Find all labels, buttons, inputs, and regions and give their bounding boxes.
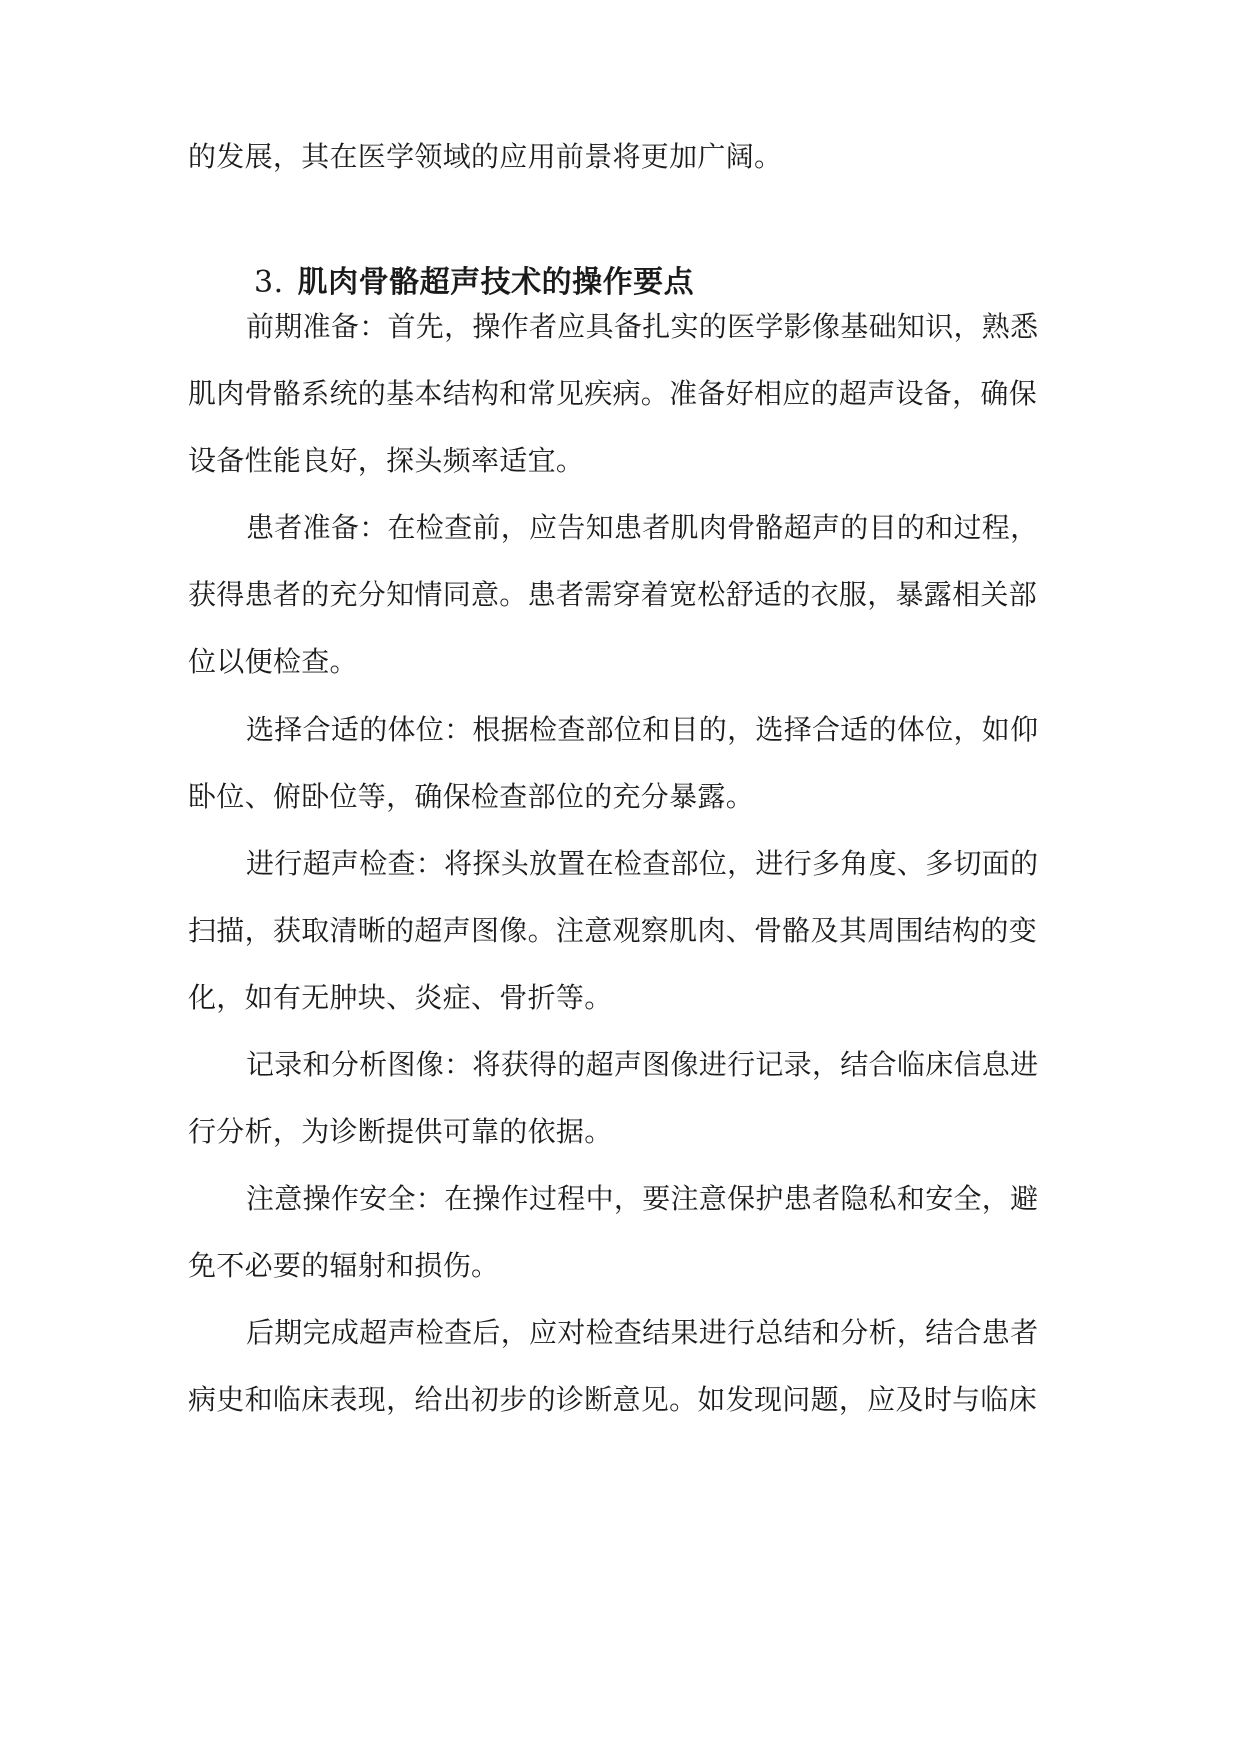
paragraph-line: 后期完成超声检查后，应对检查结果进行总结和分析，结合患者 — [246, 1316, 1039, 1349]
paragraph-line: 行分析，为诊断提供可靠的依据。 — [188, 1115, 613, 1148]
paragraph-line: 前期准备：首先，操作者应具备扎实的医学影像基础知识，熟悉 — [246, 310, 1039, 343]
section-heading — [254, 262, 694, 304]
paragraph-line: 的发展，其在医学领域的应用前景将更加广阔。 — [188, 140, 783, 173]
paragraph-line: 化，如有无肿块、炎症、骨折等。 — [188, 981, 613, 1014]
paragraph-line: 患者准备：在检查前，应告知患者肌肉骨骼超声的目的和过程， — [246, 511, 1039, 544]
paragraph-line: 病史和临床表现，给出初步的诊断意见。如发现问题，应及时与临床 — [188, 1383, 1038, 1416]
paragraph-line: 设备性能良好，探头频率适宜。 — [188, 444, 585, 477]
paragraph-line: 位以便检查。 — [188, 645, 358, 678]
paragraph-line: 卧位、俯卧位等，确保检查部位的充分暴露。 — [188, 780, 755, 813]
section-title: 肌肉骨骼超声技术的操作要点 — [297, 265, 695, 300]
paragraph-line: 注意操作安全：在操作过程中，要注意保护患者隐私和安全，避 — [246, 1182, 1039, 1215]
paragraph-line: 肌肉骨骼系统的基本结构和常见疾病。准备好相应的超声设备，确保 — [188, 377, 1038, 410]
paragraph-line: 进行超声检查：将探头放置在检查部位，进行多角度、多切面的 — [246, 847, 1039, 880]
paragraph-line: 选择合适的体位：根据检查部位和目的，选择合适的体位，如仰 — [246, 713, 1039, 746]
paragraph-line: 记录和分析图像：将获得的超声图像进行记录，结合临床信息进 — [246, 1048, 1039, 1081]
paragraph-line: 获得患者的充分知情同意。患者需穿着宽松舒适的衣服，暴露相关部 — [188, 578, 1038, 611]
section-number: 3. — [254, 265, 284, 300]
paragraph-line: 扫描，获取清晰的超声图像。注意观察肌肉、骨骼及其周围结构的变 — [188, 914, 1038, 947]
paragraph-line: 免不必要的辐射和损伤。 — [188, 1249, 500, 1282]
